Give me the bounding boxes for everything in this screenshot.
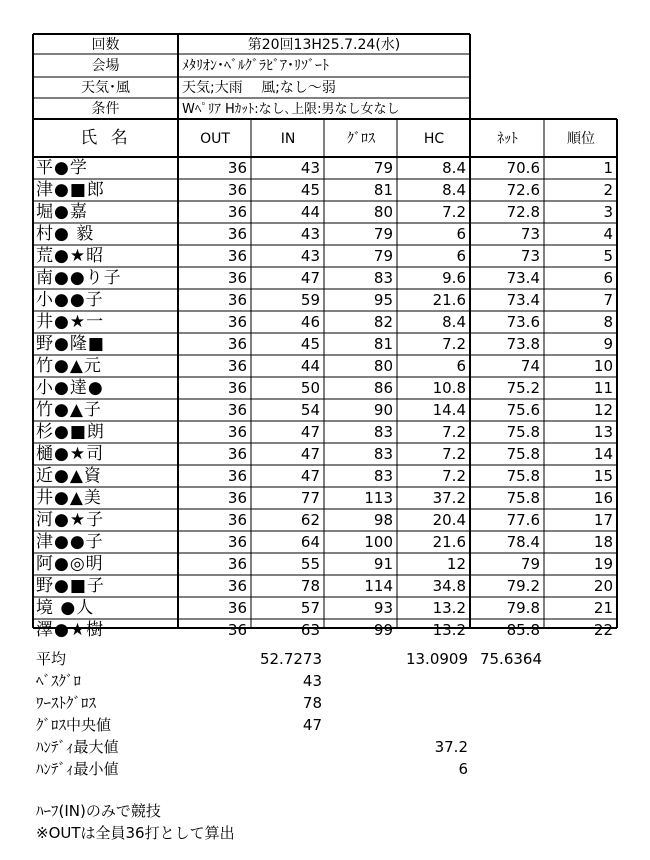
cell-out: 36 [227, 445, 247, 463]
cell-hc: 7.2 [442, 335, 466, 353]
cell-net: 79.2 [506, 577, 540, 595]
cell-hc: 14.4 [432, 401, 466, 419]
cell-net: 78.4 [506, 533, 540, 551]
cell-name: 井●★一 [36, 312, 105, 332]
header-hc: HC [423, 130, 445, 147]
stats-average-hc: 13.0909 [405, 650, 468, 668]
cell-gross: 83 [373, 423, 393, 441]
cell-in: 55 [300, 555, 320, 573]
cell-hc: 37.2 [432, 489, 466, 507]
cell-name: 井●▲美 [36, 488, 102, 508]
cell-in: 46 [300, 313, 320, 331]
cell-rank: 16 [593, 489, 613, 507]
cell-hc: 8.4 [442, 181, 466, 199]
cell-in: 57 [300, 599, 320, 617]
cell-net: 74 [520, 357, 540, 375]
cell-net: 72.6 [506, 181, 540, 199]
stats-worst-value: 78 [302, 694, 322, 712]
cell-in: 45 [300, 181, 320, 199]
cell-net: 73.6 [506, 313, 540, 331]
cell-in: 44 [300, 203, 320, 221]
stats-median-label: ｸﾞﾛｽ中央値 [36, 716, 112, 734]
cell-hc: 13.2 [432, 621, 466, 639]
cell-rank: 22 [593, 621, 613, 639]
cell-gross: 91 [373, 555, 393, 573]
cell-gross: 114 [364, 577, 393, 595]
weather-label: 天気･風 [81, 80, 130, 96]
cell-net: 77.6 [506, 511, 540, 529]
cell-out: 36 [227, 225, 247, 243]
cell-rank: 19 [593, 555, 613, 573]
stats-best-label: ﾍﾞｽｸﾞﾛ [36, 672, 82, 690]
cell-name: 杉●■朗 [36, 422, 105, 442]
cell-gross: 80 [373, 203, 393, 221]
cell-hc: 6 [456, 357, 466, 375]
cell-gross: 95 [373, 291, 393, 309]
cell-in: 50 [300, 379, 320, 397]
stats-best-value: 43 [302, 672, 322, 690]
cell-name: 小●●子 [36, 290, 104, 310]
cell-name: 竹●▲元 [36, 356, 102, 376]
cell-rank: 6 [603, 269, 613, 287]
cell-rank: 18 [593, 533, 613, 551]
cell-gross: 81 [373, 335, 393, 353]
cell-name: 津●■郎 [36, 180, 105, 200]
cell-in: 64 [300, 533, 320, 551]
cell-in: 54 [300, 401, 320, 419]
cell-name: 河●★子 [36, 510, 105, 530]
cell-name: 澤●★樹 [36, 620, 105, 640]
cell-out: 36 [227, 401, 247, 419]
cell-in: 47 [300, 269, 320, 287]
venue-label: 会場 [91, 58, 120, 74]
cell-rank: 2 [603, 181, 613, 199]
venue-value: ﾒﾀﾘｵﾝ･ﾍﾞﾙｸﾞﾗﾋﾞｱ･ﾘｿﾞｰﾄ [182, 58, 329, 74]
cell-name: 村● 毅 [36, 224, 95, 244]
cell-hc: 20.4 [432, 511, 466, 529]
stats-worst-label: ﾜｰｽﾄｸﾞﾛｽ [36, 694, 97, 712]
cell-hc: 6 [456, 247, 466, 265]
cell-name: 境 ●人 [36, 598, 95, 618]
cell-net: 70.6 [506, 159, 540, 177]
cell-net: 73.4 [506, 269, 540, 287]
cell-net: 75.8 [506, 445, 540, 463]
cell-name: 小●達● [36, 378, 104, 398]
cell-hc: 7.2 [442, 203, 466, 221]
stats-average-in: 52.7273 [259, 650, 322, 668]
header-gross: ｸﾞﾛｽ [347, 130, 375, 147]
cell-gross: 90 [373, 401, 393, 419]
cell-rank: 14 [593, 445, 613, 463]
cell-out: 36 [227, 181, 247, 199]
stats-hc-min-value: 6 [458, 760, 468, 778]
cell-hc: 8.4 [442, 313, 466, 331]
cell-gross: 79 [373, 247, 393, 265]
cell-rank: 10 [593, 357, 613, 375]
header-net: ﾈｯﾄ [497, 130, 518, 147]
cell-gross: 93 [373, 599, 393, 617]
cell-rank: 7 [603, 291, 613, 309]
cell-name: 近●▲資 [36, 466, 102, 486]
cell-in: 47 [300, 467, 320, 485]
cell-rank: 5 [603, 247, 613, 265]
cell-in: 63 [300, 621, 320, 639]
cell-rank: 9 [603, 335, 613, 353]
cell-out: 36 [227, 533, 247, 551]
stats-hc-max-value: 37.2 [434, 738, 468, 756]
cell-gross: 83 [373, 269, 393, 287]
cell-name: 南●●り子 [36, 268, 122, 288]
header-name: 氏 名 [80, 128, 132, 148]
cell-in: 78 [300, 577, 320, 595]
cell-out: 36 [227, 621, 247, 639]
cell-hc: 21.6 [432, 533, 466, 551]
header-rank: 順位 [567, 130, 595, 147]
cell-out: 36 [227, 269, 247, 287]
cell-hc: 7.2 [442, 423, 466, 441]
cell-rank: 21 [593, 599, 613, 617]
cell-hc: 7.2 [442, 467, 466, 485]
cell-hc: 34.8 [432, 577, 466, 595]
cell-out: 36 [227, 335, 247, 353]
cell-name: 平●学 [36, 158, 88, 178]
cell-gross: 80 [373, 357, 393, 375]
cell-hc: 9.6 [442, 269, 466, 287]
cell-net: 75.8 [506, 467, 540, 485]
cell-name: 堀●嘉 [36, 202, 88, 222]
cell-out: 36 [227, 379, 247, 397]
cell-name: 阿●◎明 [36, 554, 104, 574]
cell-out: 36 [227, 599, 247, 617]
cell-net: 73.4 [506, 291, 540, 309]
cell-rank: 13 [593, 423, 613, 441]
note-out-assumption: ※OUTは全員36打として算出 [36, 824, 235, 842]
round-value: 第20回13H25.7.24(水) [247, 36, 401, 53]
cell-net: 79 [520, 555, 540, 573]
cell-net: 75.8 [506, 423, 540, 441]
cell-gross: 81 [373, 181, 393, 199]
cell-gross: 83 [373, 445, 393, 463]
cell-gross: 98 [373, 511, 393, 529]
cell-gross: 100 [364, 533, 393, 551]
cell-net: 73.8 [506, 335, 540, 353]
cell-out: 36 [227, 577, 247, 595]
cell-gross: 82 [373, 313, 393, 331]
cell-out: 36 [227, 159, 247, 177]
cell-out: 36 [227, 357, 247, 375]
cell-in: 59 [300, 291, 320, 309]
cell-in: 47 [300, 445, 320, 463]
header-in: IN [280, 130, 296, 147]
cell-net: 75.8 [506, 489, 540, 507]
cell-in: 62 [300, 511, 320, 529]
cell-hc: 12 [446, 555, 466, 573]
cell-gross: 79 [373, 159, 393, 177]
cell-net: 73 [520, 247, 540, 265]
cell-hc: 21.6 [432, 291, 466, 309]
cell-out: 36 [227, 423, 247, 441]
cell-name: 野●隆■ [36, 334, 105, 354]
cell-out: 36 [227, 489, 247, 507]
cell-in: 43 [300, 159, 320, 177]
cell-rank: 4 [603, 225, 613, 243]
cell-rank: 20 [593, 577, 613, 595]
cell-in: 77 [300, 489, 320, 507]
cell-rank: 15 [593, 467, 613, 485]
header-out: OUT [200, 130, 230, 147]
cell-name: 樋●★司 [36, 444, 105, 464]
cell-out: 36 [227, 511, 247, 529]
stats-median-value: 47 [302, 716, 322, 734]
cell-gross: 86 [373, 379, 393, 397]
cell-net: 85.8 [506, 621, 540, 639]
note-half-only: ﾊｰﾌ(IN)のみで競技 [36, 802, 161, 820]
stats-hc-max-label: ﾊﾝﾃﾞｨ最大値 [36, 738, 119, 756]
stats-average-label: 平均 [36, 650, 67, 668]
cell-gross: 83 [373, 467, 393, 485]
cell-net: 72.8 [506, 203, 540, 221]
cell-name: 竹●▲子 [36, 400, 102, 420]
cell-gross: 113 [364, 489, 393, 507]
cell-net: 79.8 [506, 599, 540, 617]
cell-in: 45 [300, 335, 320, 353]
cell-rank: 3 [603, 203, 613, 221]
cell-in: 44 [300, 357, 320, 375]
weather-value: 天気;大雨 風;なし～弱 [182, 80, 336, 96]
cell-in: 43 [300, 225, 320, 243]
cell-net: 75.6 [506, 401, 540, 419]
cell-out: 36 [227, 555, 247, 573]
cell-name: 荒●★昭 [36, 246, 105, 266]
cell-net: 75.2 [506, 379, 540, 397]
cell-rank: 8 [603, 313, 613, 331]
round-label: 回数 [91, 36, 120, 53]
cell-out: 36 [227, 203, 247, 221]
cell-out: 36 [227, 247, 247, 265]
cell-gross: 99 [373, 621, 393, 639]
cell-rank: 12 [593, 401, 613, 419]
cell-gross: 79 [373, 225, 393, 243]
stats-average-net: 75.6364 [479, 650, 542, 668]
cell-hc: 10.8 [432, 379, 466, 397]
cell-hc: 8.4 [442, 159, 466, 177]
cell-name: 津●●子 [36, 532, 104, 552]
cell-rank: 11 [593, 379, 613, 397]
conditions-label: 条件 [91, 101, 120, 117]
cell-hc: 6 [456, 225, 466, 243]
cell-out: 36 [227, 467, 247, 485]
cell-hc: 13.2 [432, 599, 466, 617]
cell-in: 43 [300, 247, 320, 265]
cell-in: 47 [300, 423, 320, 441]
cell-out: 36 [227, 313, 247, 331]
cell-name: 野●■子 [36, 576, 105, 596]
conditions-value: Wﾍﾟﾘｱ Hｶｯﾄ:なし､上限:男なし女なし [182, 101, 400, 117]
cell-hc: 7.2 [442, 445, 466, 463]
stats-hc-min-label: ﾊﾝﾃﾞｨ最小値 [36, 760, 119, 778]
cell-rank: 1 [603, 159, 613, 177]
cell-rank: 17 [593, 511, 613, 529]
cell-out: 36 [227, 291, 247, 309]
cell-net: 73 [520, 225, 540, 243]
